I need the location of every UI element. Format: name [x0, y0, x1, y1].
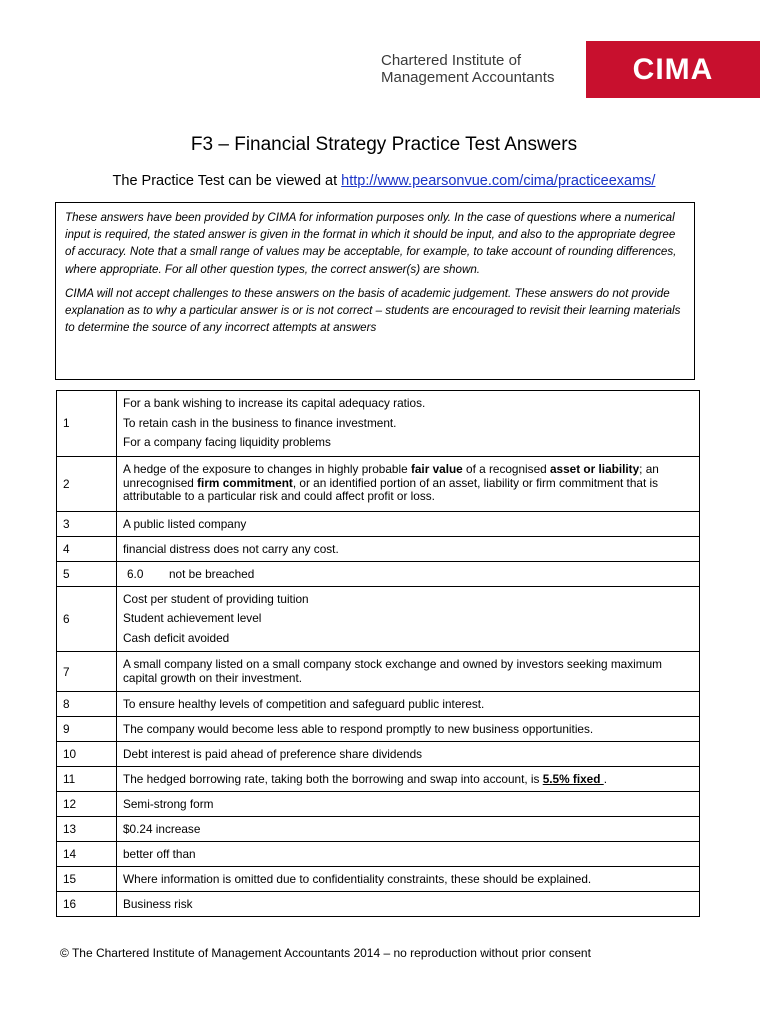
- answer-value: 6.0: [127, 566, 144, 581]
- answer-line: Cost per student of providing tuition: [123, 591, 309, 606]
- answer-line: For a bank wishing to increase its capital adequacy ratios.: [123, 396, 426, 410]
- practice-exams-link[interactable]: http://www.pearsonvue.com/cima/practiceexams/: [341, 173, 656, 189]
- answer-line: Student achievement level: [123, 611, 262, 625]
- table-row: [57, 742, 700, 767]
- answer-text: [123, 463, 693, 504]
- table-row: [57, 511, 700, 536]
- answer-suffix: .: [603, 772, 607, 786]
- question-number: 5: [57, 561, 117, 586]
- answer-text: not be breached: [169, 566, 255, 581]
- answer-cell: $0.24 increase: [117, 817, 700, 842]
- disclaimer-paragraph-1: These answers have been provided by CIMA for information purposes only. In the case of questions where a numerical input is required, the stated answer is given in the format in which it should be input, and also to the appropriate degree of accuracy. Note that a small range of values may be acceptable, for example, to take account of rounding differences, where appropriate. For all other question types, the correct answer(s) are shown.: [65, 211, 677, 276]
- question-number: 11: [57, 767, 117, 792]
- answer-keyword: asset or liability: [549, 462, 640, 477]
- disclaimer-box: [55, 202, 695, 380]
- answer-text: A small company listed on a small company stock exchange and owned by investors seeking maximum capital growth on their investment.: [123, 657, 662, 685]
- answer-cell: To ensure healthy levels of competition and safeguard public interest.: [117, 692, 700, 717]
- answer-cell: better off than: [117, 842, 700, 867]
- answer-line: To retain cash in the business to finance investment.: [123, 415, 397, 430]
- question-number: 4: [57, 536, 117, 561]
- answer-cell: [117, 586, 700, 652]
- answer-cell: Debt interest is paid ahead of preference share dividends: [117, 742, 700, 767]
- answer-cell: A public listed company: [117, 511, 700, 536]
- organization-name-line1: Chartered Institute of: [381, 52, 522, 69]
- question-number: 14: [57, 842, 117, 867]
- question-number: 15: [57, 867, 117, 892]
- answer-highlight: 5.5% fixed: [542, 772, 604, 786]
- table-row: [57, 767, 700, 792]
- question-number: 12: [57, 792, 117, 817]
- table-row: [57, 561, 700, 586]
- answer-text-part: A hedge of the exposure to changes in highly probable: [123, 462, 411, 477]
- table-row: [57, 792, 700, 817]
- organization-name-line2: Management Accountants: [381, 69, 555, 86]
- table-row: [57, 652, 700, 692]
- question-number: 16: [57, 892, 117, 917]
- answers-table: [56, 390, 700, 917]
- answer-cell: The company would become less able to respond promptly to new business opportunities.: [117, 717, 700, 742]
- answer-keyword: firm commitment: [197, 475, 293, 490]
- answer-cell: financial distress does not carry any cost.: [117, 536, 700, 561]
- answer-cell: [117, 652, 700, 692]
- disclaimer-paragraph-2: CIMA will not accept challenges to these answers on the basis of academic judgement. These answers do not provide explanation as to why a particular answer is or is not correct – students are encouraged to revisit their learning materials to determine the source of any incorrect attempts at answers: [65, 286, 681, 335]
- answer-line: Cash deficit avoided: [123, 630, 230, 645]
- answer-cell: [117, 561, 700, 586]
- question-number: 9: [57, 717, 117, 742]
- answer-text-part: ; an unrecognised: [123, 462, 659, 490]
- table-row: [57, 817, 700, 842]
- table-row: [57, 456, 700, 511]
- table-row: [57, 536, 700, 561]
- page-title: F3 – Financial Strategy Practice Test Answers: [190, 134, 578, 155]
- table-row: [57, 892, 700, 917]
- question-number: 6: [57, 586, 117, 652]
- question-number: 7: [57, 652, 117, 692]
- answer-keyword: fair value: [410, 462, 463, 477]
- copyright-footer: © The Chartered Institute of Management Accountants 2014 – no reproduction without prior consent: [60, 946, 591, 960]
- question-number: 3: [57, 511, 117, 536]
- practice-test-link-line: [0, 173, 768, 189]
- question-number: 13: [57, 817, 117, 842]
- answer-cell: Business risk: [117, 892, 700, 917]
- organization-name: [381, 52, 581, 86]
- answer-cell: Semi-strong form: [117, 792, 700, 817]
- question-number: 2: [57, 456, 117, 511]
- table-row: [57, 842, 700, 867]
- table-row: [57, 391, 700, 457]
- question-number: 10: [57, 742, 117, 767]
- question-number: 1: [57, 391, 117, 457]
- answer-cell: [117, 767, 700, 792]
- cima-logo: CIMA: [586, 41, 760, 98]
- answer-cell: [117, 456, 700, 511]
- answer-text-part: , or an identified portion of an asset, liability or firm commitment that is attributable to a particular risk and could affect profit or loss.: [123, 475, 659, 504]
- table-row: [57, 867, 700, 892]
- question-number: 8: [57, 692, 117, 717]
- answer-cell: [117, 391, 700, 457]
- answer-text: The hedged borrowing rate, taking both the borrowing and swap into account, is: [123, 772, 543, 786]
- answer-line: For a company facing liquidity problems: [123, 435, 331, 449]
- subtitle-prefix: The Practice Test can be viewed at: [112, 173, 342, 189]
- table-row: [57, 586, 700, 652]
- table-row: [57, 717, 700, 742]
- answer-cell: Where information is omitted due to confidentiality constraints, these should be explained.: [117, 867, 700, 892]
- answer-text-part: of a recognised: [462, 462, 550, 477]
- table-row: [57, 692, 700, 717]
